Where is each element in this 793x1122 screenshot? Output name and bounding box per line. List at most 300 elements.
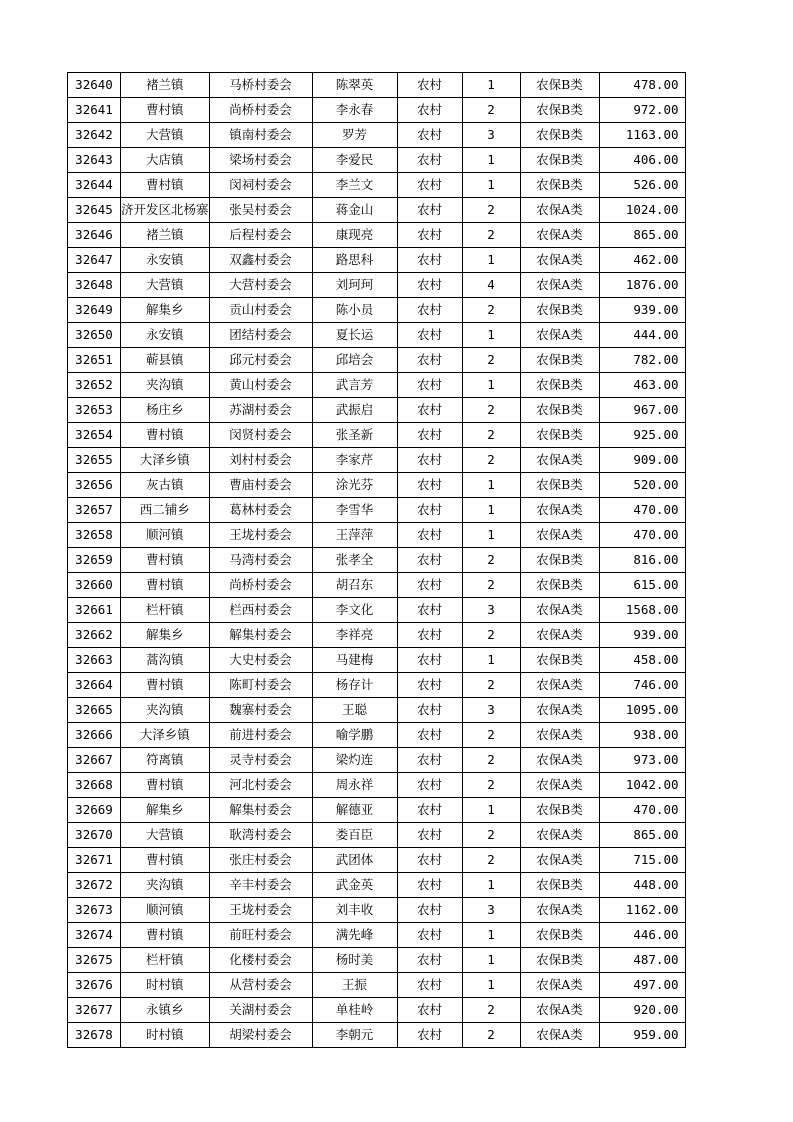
insurance-category-cell: 农保A类 — [520, 673, 599, 698]
insurance-category-cell: 农保B类 — [520, 923, 599, 948]
insurance-category-cell: 农保A类 — [520, 523, 599, 548]
town-cell: 曹村镇 — [121, 923, 210, 948]
town-cell: 大泽乡镇 — [121, 448, 210, 473]
town-cell: 曹村镇 — [121, 173, 210, 198]
table-row — [68, 623, 686, 648]
table-row — [68, 173, 686, 198]
village-committee-cell: 葛林村委会 — [209, 498, 312, 523]
residence-type-cell: 农村 — [397, 423, 462, 448]
amount-cell: 444.00 — [599, 323, 685, 348]
town-cell: 解集乡 — [121, 298, 210, 323]
insurance-category-cell: 农保B类 — [520, 98, 599, 123]
insurance-category-cell: 农保A类 — [520, 198, 599, 223]
record-id-cell: 32657 — [68, 498, 121, 523]
village-committee-cell: 栏西村委会 — [209, 598, 312, 623]
town-cell: 大营镇 — [121, 823, 210, 848]
amount-cell: 973.00 — [599, 748, 685, 773]
amount-cell: 615.00 — [599, 573, 685, 598]
town-cell: 栏杆镇 — [121, 598, 210, 623]
town-cell: 褚兰镇 — [121, 223, 210, 248]
town-cell: 符离镇 — [121, 748, 210, 773]
table-row — [68, 973, 686, 998]
town-cell: 顺河镇 — [121, 898, 210, 923]
household-count-cell: 2 — [462, 398, 520, 423]
village-committee-cell: 梁场村委会 — [209, 148, 312, 173]
amount-cell: 715.00 — [599, 848, 685, 873]
person-name-cell: 武振启 — [312, 398, 397, 423]
residence-type-cell: 农村 — [397, 148, 462, 173]
insurance-category-cell: 农保B类 — [520, 373, 599, 398]
residence-type-cell: 农村 — [397, 473, 462, 498]
town-cell: 解集乡 — [121, 798, 210, 823]
person-name-cell: 罗芳 — [312, 123, 397, 148]
household-count-cell: 1 — [462, 73, 520, 98]
village-committee-cell: 耿湾村委会 — [209, 823, 312, 848]
amount-cell: 816.00 — [599, 548, 685, 573]
residence-type-cell: 农村 — [397, 198, 462, 223]
residence-type-cell: 农村 — [397, 248, 462, 273]
amount-cell: 909.00 — [599, 448, 685, 473]
person-name-cell: 李雪华 — [312, 498, 397, 523]
person-name-cell: 蒋金山 — [312, 198, 397, 223]
table-row — [68, 523, 686, 548]
village-committee-cell: 张庄村委会 — [209, 848, 312, 873]
household-count-cell: 1 — [462, 323, 520, 348]
insurance-category-cell: 农保A类 — [520, 323, 599, 348]
table-row — [68, 473, 686, 498]
residence-type-cell: 农村 — [397, 398, 462, 423]
record-id-cell: 32675 — [68, 948, 121, 973]
household-count-cell: 2 — [462, 673, 520, 698]
village-committee-cell: 王垅村委会 — [209, 523, 312, 548]
household-count-cell: 3 — [462, 123, 520, 148]
insurance-category-cell: 农保A类 — [520, 848, 599, 873]
record-id-cell: 32678 — [68, 1023, 121, 1048]
table-row — [68, 73, 686, 98]
household-count-cell: 2 — [462, 723, 520, 748]
town-cell: 曹村镇 — [121, 548, 210, 573]
amount-cell: 1568.00 — [599, 598, 685, 623]
person-name-cell: 胡召东 — [312, 573, 397, 598]
record-id-cell: 32666 — [68, 723, 121, 748]
residence-type-cell: 农村 — [397, 923, 462, 948]
village-committee-cell: 前进村委会 — [209, 723, 312, 748]
person-name-cell: 喻学鹏 — [312, 723, 397, 748]
household-count-cell: 1 — [462, 648, 520, 673]
amount-cell: 967.00 — [599, 398, 685, 423]
household-count-cell: 2 — [462, 823, 520, 848]
insurance-category-cell: 农保A类 — [520, 598, 599, 623]
town-cell: 曹村镇 — [121, 423, 210, 448]
town-cell: 解集乡 — [121, 623, 210, 648]
person-name-cell: 李兰文 — [312, 173, 397, 198]
household-count-cell: 1 — [462, 973, 520, 998]
table-row — [68, 923, 686, 948]
table-row — [68, 573, 686, 598]
amount-cell: 470.00 — [599, 523, 685, 548]
insurance-category-cell: 农保B类 — [520, 948, 599, 973]
insurance-category-cell: 农保A类 — [520, 498, 599, 523]
record-id-cell: 32646 — [68, 223, 121, 248]
village-committee-cell: 团结村委会 — [209, 323, 312, 348]
table-row — [68, 823, 686, 848]
town-cell: 大营镇 — [121, 273, 210, 298]
town-cell: 褚兰镇 — [121, 73, 210, 98]
record-id-cell: 32642 — [68, 123, 121, 148]
table-body — [68, 73, 686, 1048]
town-cell: 永安镇 — [121, 323, 210, 348]
household-count-cell: 1 — [462, 148, 520, 173]
amount-cell: 487.00 — [599, 948, 685, 973]
household-count-cell: 1 — [462, 173, 520, 198]
person-name-cell: 陈小员 — [312, 298, 397, 323]
residence-type-cell: 农村 — [397, 298, 462, 323]
amount-cell: 497.00 — [599, 973, 685, 998]
insurance-category-cell: 农保A类 — [520, 823, 599, 848]
record-id-cell: 32640 — [68, 73, 121, 98]
town-cell: 西二铺乡 — [121, 498, 210, 523]
table-row — [68, 398, 686, 423]
person-name-cell: 张圣新 — [312, 423, 397, 448]
person-name-cell: 康现亮 — [312, 223, 397, 248]
person-name-cell: 李文化 — [312, 598, 397, 623]
town-cell: 夹沟镇 — [121, 698, 210, 723]
person-name-cell: 夏长运 — [312, 323, 397, 348]
record-id-cell: 32653 — [68, 398, 121, 423]
village-committee-cell: 后程村委会 — [209, 223, 312, 248]
household-count-cell: 3 — [462, 598, 520, 623]
village-committee-cell: 河北村委会 — [209, 773, 312, 798]
person-name-cell: 李朝元 — [312, 1023, 397, 1048]
table-row — [68, 998, 686, 1023]
town-cell: 夹沟镇 — [121, 373, 210, 398]
insurance-category-cell: 农保B类 — [520, 648, 599, 673]
amount-cell: 865.00 — [599, 823, 685, 848]
table-row — [68, 448, 686, 473]
insurance-category-cell: 农保B类 — [520, 348, 599, 373]
insurance-category-cell: 农保A类 — [520, 773, 599, 798]
household-count-cell: 1 — [462, 248, 520, 273]
insurance-category-cell: 农保A类 — [520, 623, 599, 648]
village-committee-cell: 化楼村委会 — [209, 948, 312, 973]
residence-type-cell: 农村 — [397, 223, 462, 248]
amount-cell: 448.00 — [599, 873, 685, 898]
table-row — [68, 873, 686, 898]
insurance-category-cell: 农保B类 — [520, 423, 599, 448]
record-id-cell: 32649 — [68, 298, 121, 323]
amount-cell: 1042.00 — [599, 773, 685, 798]
town-cell: 永安镇 — [121, 248, 210, 273]
table-row — [68, 123, 686, 148]
table-row — [68, 273, 686, 298]
insurance-category-cell: 农保A类 — [520, 973, 599, 998]
person-name-cell: 满先峰 — [312, 923, 397, 948]
amount-cell: 1876.00 — [599, 273, 685, 298]
person-name-cell: 路思科 — [312, 248, 397, 273]
table-row — [68, 148, 686, 173]
insurance-category-cell: 农保B类 — [520, 573, 599, 598]
town-cell: 曹村镇 — [121, 848, 210, 873]
record-id-cell: 32668 — [68, 773, 121, 798]
town-cell: 顺河镇 — [121, 523, 210, 548]
table-row — [68, 348, 686, 373]
village-committee-cell: 灵寺村委会 — [209, 748, 312, 773]
residence-type-cell: 农村 — [397, 798, 462, 823]
town-cell: 时村镇 — [121, 1023, 210, 1048]
person-name-cell: 刘丰收 — [312, 898, 397, 923]
table-row — [68, 698, 686, 723]
village-committee-cell: 解集村委会 — [209, 623, 312, 648]
household-count-cell: 2 — [462, 348, 520, 373]
amount-cell: 462.00 — [599, 248, 685, 273]
insurance-category-cell: 农保B类 — [520, 873, 599, 898]
household-count-cell: 2 — [462, 423, 520, 448]
person-name-cell: 杨存计 — [312, 673, 397, 698]
village-committee-cell: 尚桥村委会 — [209, 573, 312, 598]
household-count-cell: 2 — [462, 448, 520, 473]
insurance-category-cell: 农保B类 — [520, 798, 599, 823]
village-committee-cell: 马桥村委会 — [209, 73, 312, 98]
town-cell: 曹村镇 — [121, 773, 210, 798]
village-committee-cell: 曹庙村委会 — [209, 473, 312, 498]
residence-type-cell: 农村 — [397, 748, 462, 773]
person-name-cell: 娄百臣 — [312, 823, 397, 848]
town-cell: 大店镇 — [121, 148, 210, 173]
amount-cell: 463.00 — [599, 373, 685, 398]
table-row — [68, 848, 686, 873]
residence-type-cell: 农村 — [397, 898, 462, 923]
insurance-category-cell: 农保B类 — [520, 548, 599, 573]
person-name-cell: 武金英 — [312, 873, 397, 898]
household-count-cell: 1 — [462, 473, 520, 498]
amount-cell: 920.00 — [599, 998, 685, 1023]
town-cell: 大泽乡镇 — [121, 723, 210, 748]
table-row — [68, 548, 686, 573]
record-id-cell: 32656 — [68, 473, 121, 498]
village-committee-cell: 解集村委会 — [209, 798, 312, 823]
village-committee-cell: 双鑫村委会 — [209, 248, 312, 273]
record-id-cell: 32671 — [68, 848, 121, 873]
household-count-cell: 1 — [462, 798, 520, 823]
amount-cell: 1162.00 — [599, 898, 685, 923]
table-row — [68, 898, 686, 923]
residence-type-cell: 农村 — [397, 723, 462, 748]
record-id-cell: 32641 — [68, 98, 121, 123]
village-committee-cell: 前旺村委会 — [209, 923, 312, 948]
person-name-cell: 涂光芬 — [312, 473, 397, 498]
table-row — [68, 673, 686, 698]
insurance-category-cell: 农保A类 — [520, 223, 599, 248]
insurance-category-cell: 农保B类 — [520, 398, 599, 423]
residence-type-cell: 农村 — [397, 673, 462, 698]
household-count-cell: 3 — [462, 898, 520, 923]
residence-type-cell: 农村 — [397, 173, 462, 198]
record-id-cell: 32652 — [68, 373, 121, 398]
residence-type-cell: 农村 — [397, 273, 462, 298]
village-committee-cell: 闵祠村委会 — [209, 173, 312, 198]
person-name-cell: 李祥亮 — [312, 623, 397, 648]
amount-cell: 406.00 — [599, 148, 685, 173]
residence-type-cell: 农村 — [397, 848, 462, 873]
amount-cell: 458.00 — [599, 648, 685, 673]
village-committee-cell: 胡梁村委会 — [209, 1023, 312, 1048]
amount-cell: 478.00 — [599, 73, 685, 98]
table-row — [68, 598, 686, 623]
table-row — [68, 748, 686, 773]
person-name-cell: 陈翠英 — [312, 73, 397, 98]
person-name-cell: 王聪 — [312, 698, 397, 723]
insurance-category-cell: 农保A类 — [520, 448, 599, 473]
residence-type-cell: 农村 — [397, 323, 462, 348]
town-cell: 济开发区北杨寨 — [121, 198, 210, 223]
village-committee-cell: 马湾村委会 — [209, 548, 312, 573]
household-count-cell: 2 — [462, 548, 520, 573]
town-cell: 曹村镇 — [121, 98, 210, 123]
household-count-cell: 2 — [462, 773, 520, 798]
village-committee-cell: 刘村村委会 — [209, 448, 312, 473]
village-committee-cell: 王垅村委会 — [209, 898, 312, 923]
person-name-cell: 杨时美 — [312, 948, 397, 973]
record-id-cell: 32648 — [68, 273, 121, 298]
person-name-cell: 李爱民 — [312, 148, 397, 173]
household-count-cell: 2 — [462, 223, 520, 248]
person-name-cell: 王振 — [312, 973, 397, 998]
table-row — [68, 323, 686, 348]
residence-type-cell: 农村 — [397, 98, 462, 123]
household-count-cell: 2 — [462, 98, 520, 123]
town-cell: 夹沟镇 — [121, 873, 210, 898]
record-id-cell: 32667 — [68, 748, 121, 773]
table-row — [68, 798, 686, 823]
insurance-category-cell: 农保B类 — [520, 173, 599, 198]
residence-type-cell: 农村 — [397, 373, 462, 398]
household-count-cell: 2 — [462, 623, 520, 648]
table-row — [68, 198, 686, 223]
residence-type-cell: 农村 — [397, 448, 462, 473]
amount-cell: 520.00 — [599, 473, 685, 498]
insurance-category-cell: 农保A类 — [520, 748, 599, 773]
household-count-cell: 3 — [462, 698, 520, 723]
person-name-cell: 刘珂珂 — [312, 273, 397, 298]
insurance-category-cell: 农保B类 — [520, 473, 599, 498]
village-committee-cell: 从营村委会 — [209, 973, 312, 998]
residence-type-cell: 农村 — [397, 598, 462, 623]
table-row — [68, 98, 686, 123]
insurance-category-cell: 农保A类 — [520, 1023, 599, 1048]
insurance-category-cell: 农保B类 — [520, 123, 599, 148]
town-cell: 大营镇 — [121, 123, 210, 148]
insurance-category-cell: 农保B类 — [520, 298, 599, 323]
residence-type-cell: 农村 — [397, 498, 462, 523]
person-name-cell: 周永祥 — [312, 773, 397, 798]
amount-cell: 938.00 — [599, 723, 685, 748]
household-count-cell: 1 — [462, 373, 520, 398]
record-id-cell: 32643 — [68, 148, 121, 173]
amount-cell: 972.00 — [599, 98, 685, 123]
record-id-cell: 32644 — [68, 173, 121, 198]
record-id-cell: 32659 — [68, 548, 121, 573]
town-cell: 杨庄乡 — [121, 398, 210, 423]
record-id-cell: 32677 — [68, 998, 121, 1023]
town-cell: 曹村镇 — [121, 673, 210, 698]
record-id-cell: 32651 — [68, 348, 121, 373]
residence-type-cell: 农村 — [397, 998, 462, 1023]
record-id-cell: 32665 — [68, 698, 121, 723]
amount-cell: 939.00 — [599, 298, 685, 323]
record-id-cell: 32650 — [68, 323, 121, 348]
insurance-category-cell: 农保A类 — [520, 273, 599, 298]
town-cell: 曹村镇 — [121, 573, 210, 598]
table-row — [68, 423, 686, 448]
amount-cell: 939.00 — [599, 623, 685, 648]
insurance-category-cell: 农保A类 — [520, 248, 599, 273]
person-name-cell: 马建梅 — [312, 648, 397, 673]
table-row — [68, 723, 686, 748]
household-count-cell: 1 — [462, 523, 520, 548]
record-id-cell: 32670 — [68, 823, 121, 848]
table-row — [68, 1023, 686, 1048]
person-name-cell: 单桂岭 — [312, 998, 397, 1023]
record-id-cell: 32645 — [68, 198, 121, 223]
household-count-cell: 2 — [462, 848, 520, 873]
residence-type-cell: 农村 — [397, 573, 462, 598]
village-committee-cell: 大史村委会 — [209, 648, 312, 673]
household-count-cell: 2 — [462, 1023, 520, 1048]
village-committee-cell: 尚桥村委会 — [209, 98, 312, 123]
amount-cell: 1095.00 — [599, 698, 685, 723]
residence-type-cell: 农村 — [397, 648, 462, 673]
table-row — [68, 298, 686, 323]
insurance-category-cell: 农保A类 — [520, 723, 599, 748]
town-cell: 灰古镇 — [121, 473, 210, 498]
insurance-category-cell: 农保A类 — [520, 998, 599, 1023]
residence-type-cell: 农村 — [397, 348, 462, 373]
insurance-category-cell: 农保A类 — [520, 698, 599, 723]
table-row — [68, 498, 686, 523]
table-row — [68, 648, 686, 673]
record-id-cell: 32662 — [68, 623, 121, 648]
village-committee-cell: 张吴村委会 — [209, 198, 312, 223]
record-id-cell: 32654 — [68, 423, 121, 448]
residence-type-cell: 农村 — [397, 948, 462, 973]
amount-cell: 925.00 — [599, 423, 685, 448]
residence-type-cell: 农村 — [397, 973, 462, 998]
residence-type-cell: 农村 — [397, 873, 462, 898]
residence-type-cell: 农村 — [397, 773, 462, 798]
household-count-cell: 1 — [462, 873, 520, 898]
amount-cell: 746.00 — [599, 673, 685, 698]
record-id-cell: 32663 — [68, 648, 121, 673]
record-id-cell: 32660 — [68, 573, 121, 598]
amount-cell: 1163.00 — [599, 123, 685, 148]
village-committee-cell: 闵贤村委会 — [209, 423, 312, 448]
amount-cell: 865.00 — [599, 223, 685, 248]
village-committee-cell: 黄山村委会 — [209, 373, 312, 398]
town-cell: 栏杆镇 — [121, 948, 210, 973]
household-count-cell: 1 — [462, 923, 520, 948]
person-name-cell: 解德亚 — [312, 798, 397, 823]
household-count-cell: 1 — [462, 948, 520, 973]
village-committee-cell: 大营村委会 — [209, 273, 312, 298]
record-id-cell: 32669 — [68, 798, 121, 823]
record-id-cell: 32655 — [68, 448, 121, 473]
table-row — [68, 248, 686, 273]
household-count-cell: 4 — [462, 273, 520, 298]
residence-type-cell: 农村 — [397, 523, 462, 548]
household-count-cell: 2 — [462, 198, 520, 223]
person-name-cell: 邱培会 — [312, 348, 397, 373]
town-cell: 时村镇 — [121, 973, 210, 998]
